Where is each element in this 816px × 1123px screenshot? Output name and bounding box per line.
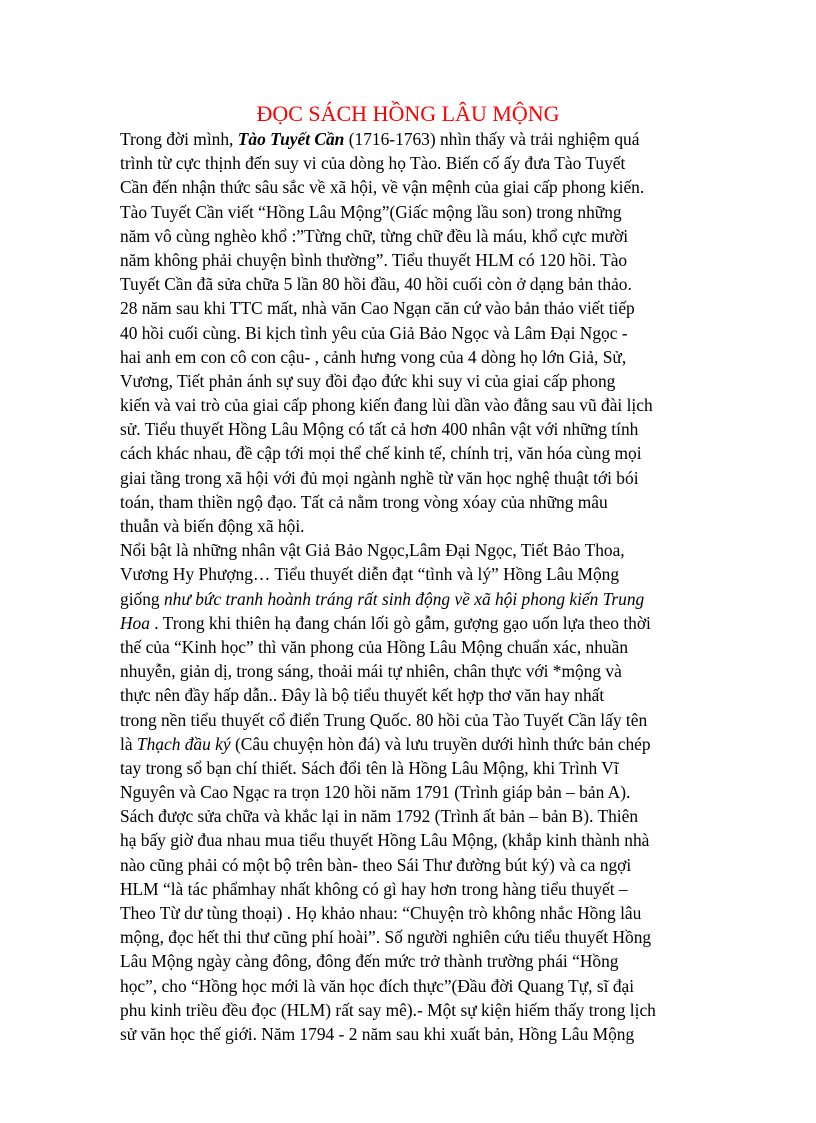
- text-line: [120, 732, 720, 756]
- text-run: Trong đời mình,: [120, 129, 238, 149]
- text-run: trình từ cực thịnh đến suy vi của dòng họ Tào. Biến cố ấy đưa Tào Tuyết: [120, 153, 626, 174]
- text-line: [120, 659, 720, 683]
- text-line: [120, 828, 720, 852]
- text-line: [120, 490, 720, 514]
- text-line: [120, 466, 720, 490]
- text-run: (Câu chuyện hòn đá) và lưu truyền dưới hình thức bản chép: [230, 733, 651, 754]
- text-run: thực nên đầy hấp dẫn.. Đây là bộ tiểu thuyết kết hợp thơ văn hay nhất: [120, 685, 605, 706]
- text-run: Vương Hy Phượng… Tiểu thuyết diễn đạt “tình và lý” Hồng Lâu Mộng: [120, 564, 620, 585]
- italic-text-run: như bức tranh hoành tráng rất sinh động về xã hội phong kiến Trung: [163, 588, 645, 609]
- italic-text-run: Thạch đầu ký: [136, 733, 231, 754]
- text-run: giai tầng trong xã hội với đủ mọi ngành nghề từ văn học nghệ thuật tới bói: [120, 467, 639, 488]
- text-line: [120, 708, 720, 732]
- text-line: [120, 127, 720, 151]
- text-run: nhuyễn, giản dị, trong sáng, thoải mái tự nhiên, chân thực với *mộng và: [120, 661, 622, 682]
- text-line: [120, 441, 720, 465]
- text-run: Theo Từ dư tùng thoại) . Họ khảo nhau: “Chuyện trò không nhắc Hồng lâu: [120, 903, 642, 923]
- text-run: Tuyết Cần đã sửa chữa 5 lần 80 hồi đầu, 40 hồi cuối còn ở dạng bản thảo.: [120, 274, 632, 295]
- text-line: [120, 272, 720, 296]
- text-line: [120, 175, 720, 199]
- text-run: năm không phải chuyện bình thường”. Tiểu thuyết HLM có 120 hồi. Tào: [120, 249, 628, 270]
- text-line: [120, 1022, 720, 1046]
- text-run: Sách được sửa chữa và khắc lại in năm 1792 (Trình ất bản – bản B). Thiên: [120, 806, 639, 827]
- text-run: Cần đến nhận thức sâu sắc về xã hội, về vận mệnh của giai cấp phong kiến.: [120, 177, 645, 198]
- text-run: năm vô cùng nghèo khổ :”Từng chữ, từng chữ đều là máu, khổ cực mười: [120, 225, 629, 246]
- document-title: ĐỌC SÁCH HỒNG LÂU MỘNG: [256, 101, 560, 126]
- text-run: giống: [120, 588, 164, 609]
- text-run: phu kinh triều đều đọc (HLM) rất say mê).- Một sự kiện hiếm thấy trong lịch: [120, 999, 656, 1020]
- text-run: Lâu Mộng ngày càng đông, đông đến mức trở thành trường phái “Hồng: [120, 951, 619, 972]
- text-line: [120, 345, 720, 369]
- text-run: tay trong sổ bạn chí thiết. Sách đổi tên là Hồng Lâu Mộng, khi Trình Vĩ: [120, 757, 619, 778]
- text-line: [120, 562, 720, 586]
- italic-text-run: Hoa: [120, 612, 150, 633]
- text-line: [120, 611, 720, 635]
- text-line: [120, 224, 720, 248]
- text-line: [120, 369, 720, 393]
- text-run: sử. Tiểu thuyết Hồng Lâu Mộng có tất cả hơn 400 nhân vật với những tính: [120, 419, 639, 440]
- text-line: [120, 587, 720, 611]
- text-line: [120, 853, 720, 877]
- text-line: [120, 974, 720, 998]
- text-run: Vương, Tiết phản ánh sự suy đồi đạo đức khi suy vi của giai cấp phong: [120, 370, 616, 391]
- text-run: thuẫn và biến động xã hội.: [120, 516, 305, 536]
- text-run: hạ bấy giờ đua nhau mua tiểu thuyết Hồng Lâu Mộng, (khắp kinh thành nhà: [120, 830, 650, 851]
- text-line: [120, 393, 720, 417]
- document-body: [120, 127, 720, 1046]
- text-run: nào cũng phải có một bộ trên bàn- theo Sái Thư đường bút ký) và ca ngợi: [120, 854, 632, 875]
- text-run: 40 hồi cuối cùng. Bi kịch tình yêu của Giả Bảo Ngọc và Lâm Đại Ngọc -: [120, 322, 628, 343]
- text-run: kiến và vai trò của giai cấp phong kiến đang lùi dần vào đằng sau vũ đài lịch: [120, 395, 653, 416]
- text-line: [120, 780, 720, 804]
- text-run: mộng, đọc hết thi thư cũng phí hoài”. Số người nghiên cứu tiểu thuyết Hồng: [120, 927, 652, 948]
- text-line: [120, 417, 720, 441]
- text-line: [120, 901, 720, 925]
- text-run: trong nền tiểu thuyết cổ điển Trung Quốc. 80 hồi của Tào Tuyết Cần lấy tên: [120, 709, 648, 730]
- text-line: [120, 925, 720, 949]
- text-run: hai anh em con cô con cậu- , cảnh hưng vong của 4 dòng họ lớn Giả, Sử,: [120, 346, 627, 367]
- text-run: toán, tham thiền ngộ đạo. Tất cả nằm trong vòng xóay của những mâu: [120, 491, 608, 512]
- text-line: [120, 151, 720, 175]
- text-line: [120, 949, 720, 973]
- text-run: . Trong khi thiên hạ đang chán lối gò gẫm, gượng gạo uốn lựa theo thời: [149, 612, 651, 633]
- text-run: Nguyên và Cao Ngạc ra trọn 120 hồi năm 1791 (Trình giáp bản – bản A).: [120, 782, 631, 803]
- text-run: thế của “Kinh học” thì văn phong của Hồng Lâu Mộng chuẩn xác, nhuần: [120, 636, 629, 657]
- text-line: [120, 321, 720, 345]
- text-run: (1716-1763) nhìn thấy và trải nghiệm quá: [344, 129, 640, 149]
- text-line: [120, 756, 720, 780]
- text-line: [120, 877, 720, 901]
- text-run: học”, cho “Hồng học mới là văn học đích thực”(Đầu đời Quang Tự, sĩ đại: [120, 975, 635, 996]
- author-name: Tào Tuyết Cần: [237, 129, 345, 149]
- text-run: Tào Tuyết Cần viết “Hồng Lâu Mộng”(Giấc mộng lầu son) trong những: [120, 201, 622, 222]
- text-run: 28 năm sau khi TTC mất, nhà văn Cao Ngạn căn cứ vào bản thảo viết tiếp: [120, 298, 635, 319]
- text-line: [120, 998, 720, 1022]
- text-run: Nổi bật là những nhân vật Giả Bảo Ngọc,Lâm Đại Ngọc, Tiết Bảo Thoa,: [120, 540, 625, 561]
- text-line: [120, 804, 720, 828]
- text-line: [120, 248, 720, 272]
- text-run: là: [120, 733, 137, 754]
- text-run: cách khác nhau, đề cập tới mọi thể chế kinh tế, chính trị, văn hóa cùng mọi: [120, 443, 642, 464]
- text-line: [120, 683, 720, 707]
- text-line: [120, 538, 720, 562]
- text-line: [120, 296, 720, 320]
- text-run: sử văn học thế giới. Năm 1794 - 2 năm sau khi xuất bản, Hồng Lâu Mộng: [120, 1023, 635, 1044]
- text-line: [120, 635, 720, 659]
- text-run: HLM “là tác phẩmhay nhất không có gì hay hơn trong hàng tiểu thuyết –: [120, 878, 628, 899]
- text-line: [120, 200, 720, 224]
- text-line: [120, 514, 720, 538]
